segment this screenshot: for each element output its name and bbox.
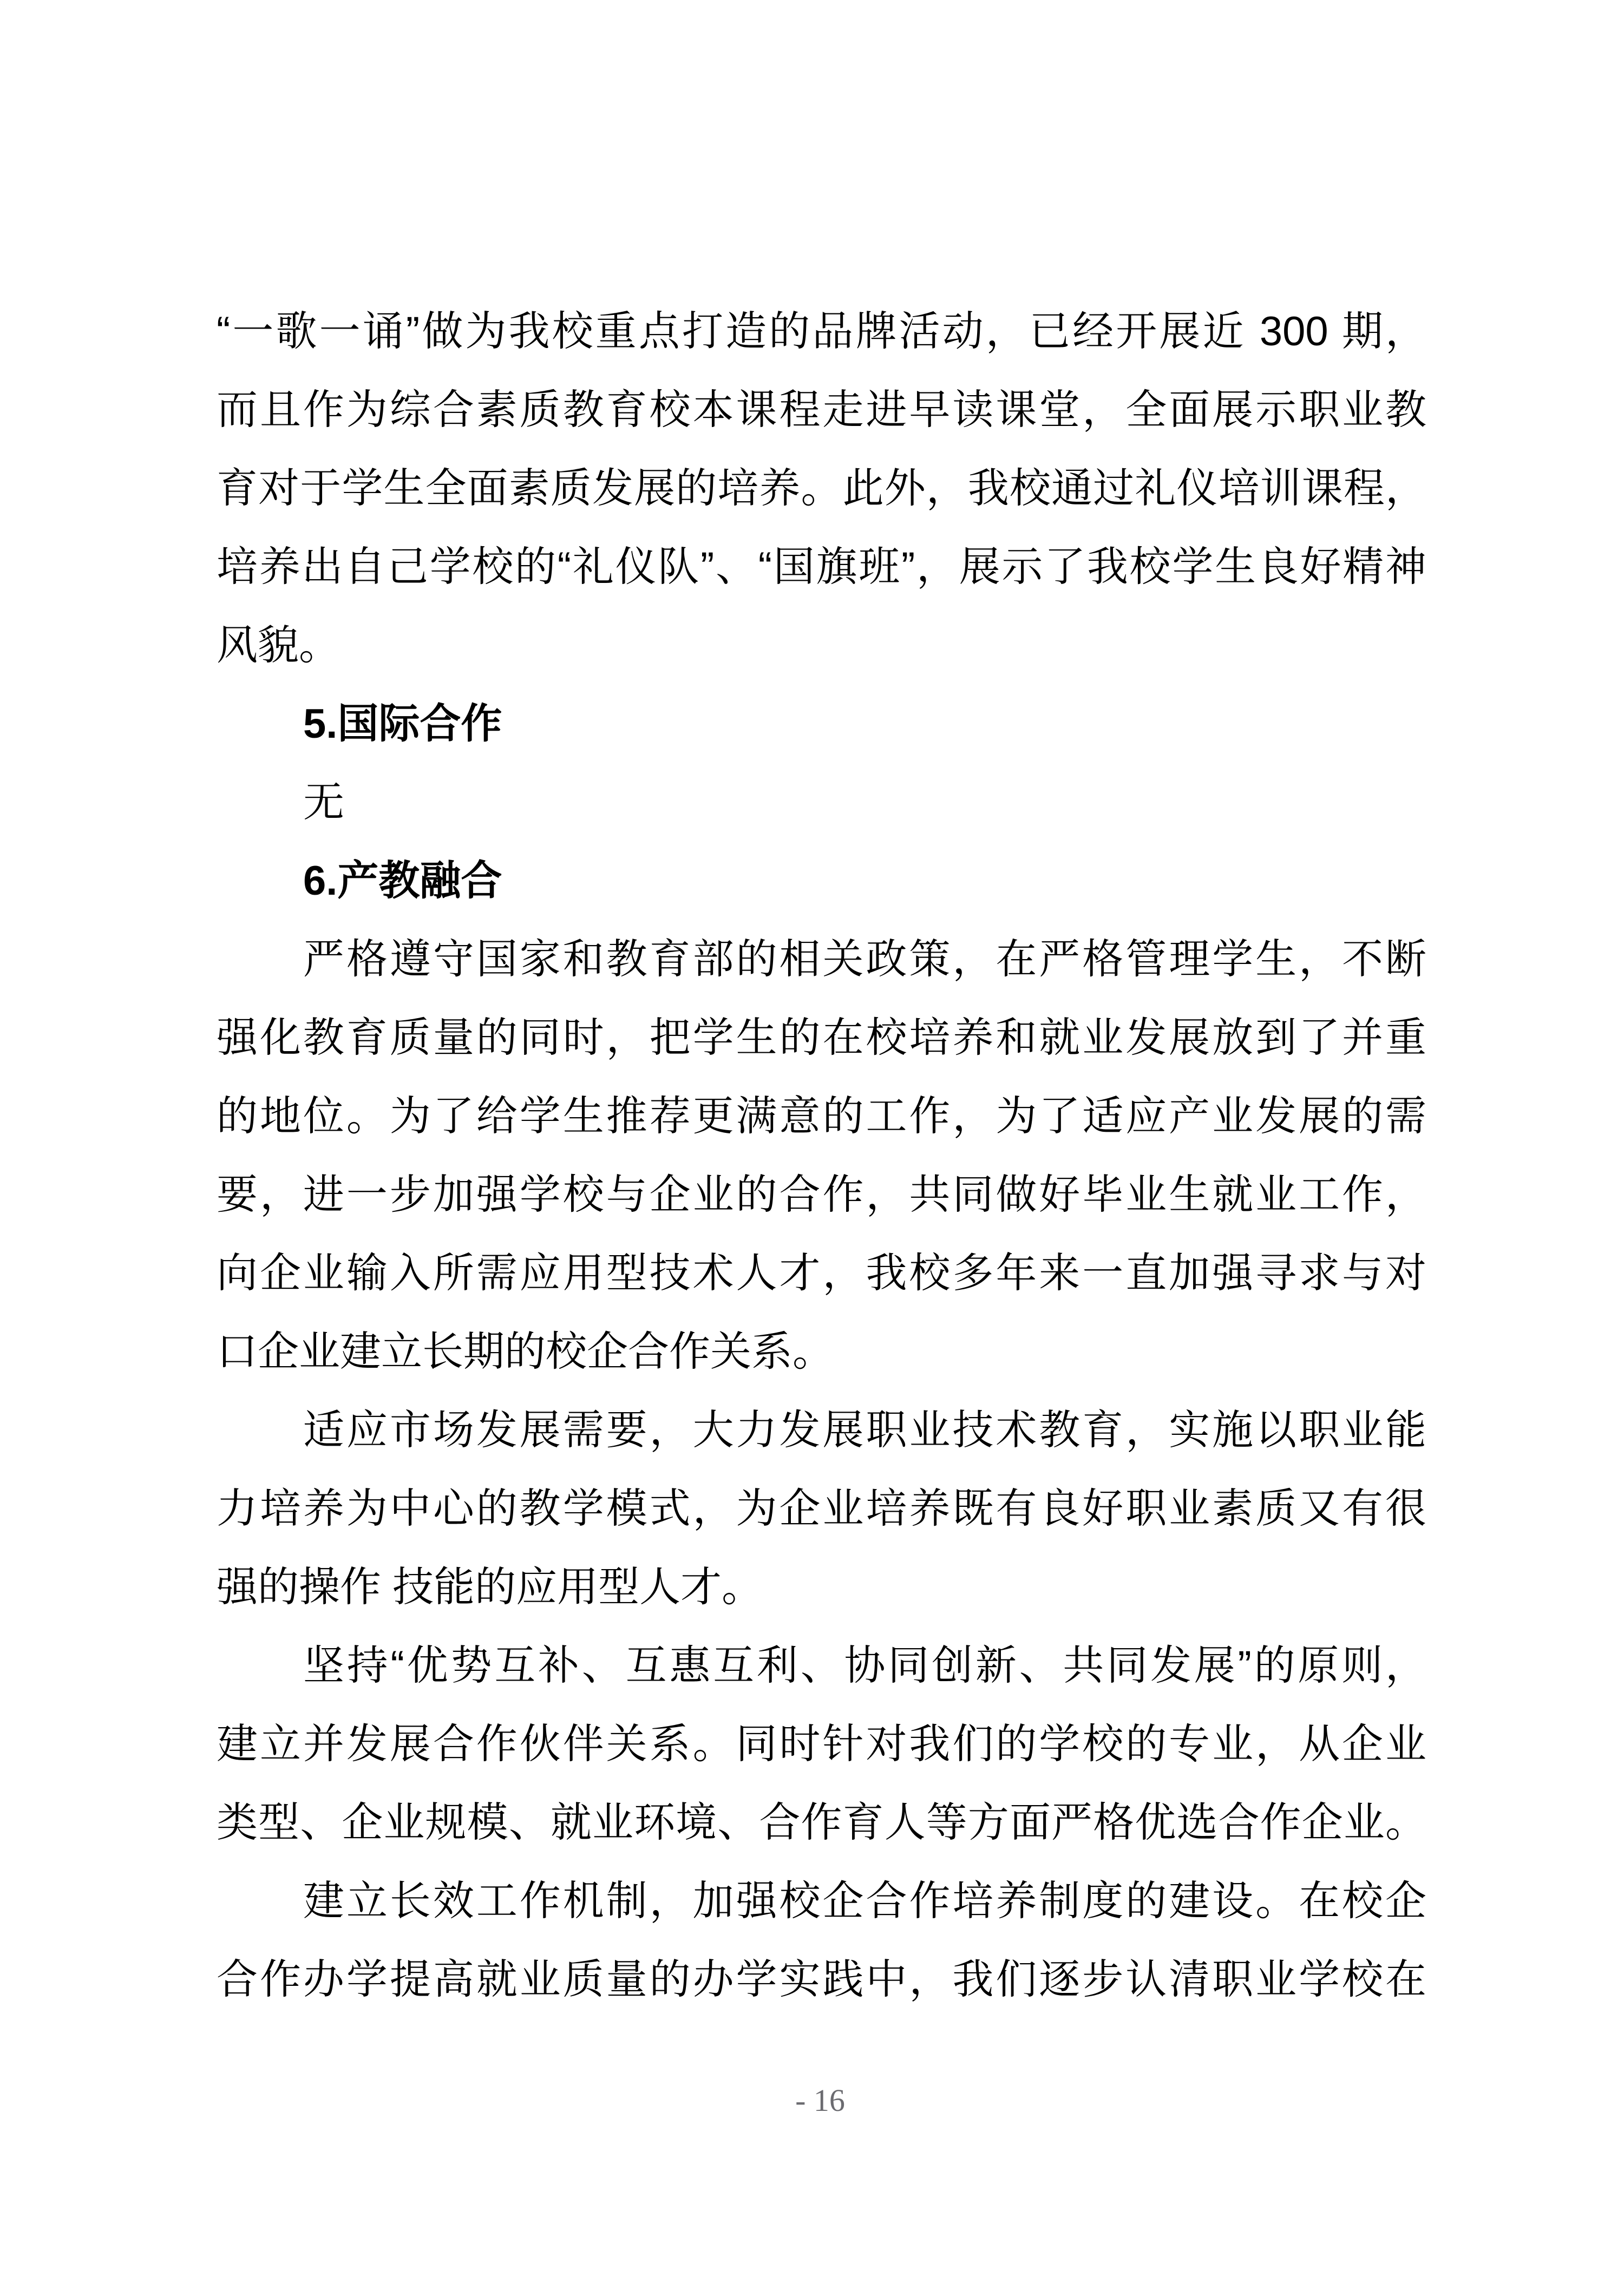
text-line: 建立并发展合作伙伴关系。同时针对我们的学校的专业，从企业: [217, 1721, 1426, 1767]
text-line: 风貌。: [217, 622, 340, 668]
text-line: 强的操作 技能的应用型人才。: [217, 1564, 763, 1610]
text-line: 合作办学提高就业质量的办学实践中，我们逐步认清职业学校在: [217, 1957, 1426, 2003]
document-body: [217, 292, 1426, 2019]
text-line: 强化教育质量的同时，把学生的在校培养和就业发展放到了并重: [217, 1015, 1426, 1061]
text-line: 育对于学生全面素质发展的培养。此外，我校通过礼仪培训课程，: [217, 465, 1426, 511]
text-line: 的地位。为了给学生推荐更满意的工作，为了适应产业发展的需: [217, 1093, 1426, 1139]
text-line: 向企业输入所需应用型技术人才，我校多年来一直加强寻求与对: [217, 1250, 1426, 1296]
text-line: 而且作为综合素质教育校本课程走进早读课堂，全面展示职业教: [217, 387, 1426, 433]
section-heading-international-cooperation: 5.国际合作: [303, 701, 502, 747]
text-line: 培养出自己学校的“礼仪队”、“国旗班”，展示了我校学生良好精神: [217, 544, 1426, 590]
text-line: “一歌一诵”做为我校重点打造的品牌活动，已经开展近 300 期，: [217, 309, 1426, 355]
text-line-none: 无: [303, 779, 344, 825]
text-line: 力培养为中心的教学模式，为企业培养既有良好职业素质又有很: [217, 1486, 1426, 1532]
text-line: 类型、企业规模、就业环境、合作育人等方面严格优选合作企业。: [217, 1800, 1426, 1846]
section-heading-industry-education-integration: 6.产教融合: [303, 858, 502, 904]
text-line: 要，进一步加强学校与企业的合作，共同做好毕业生就业工作，: [217, 1172, 1426, 1218]
page-number: - 16: [795, 2083, 845, 2118]
text-line: 口企业建立长期的校企合作关系。: [217, 1329, 834, 1375]
text-line: 建立长效工作机制，加强校企合作培养制度的建设。在校企: [303, 1878, 1426, 1924]
text-line: 严格遵守国家和教育部的相关政策，在严格管理学生，不断: [303, 936, 1426, 982]
text-line: 坚持“优势互补、互惠互利、协同创新、共同发展”的原则，: [303, 1643, 1426, 1689]
text-line: 适应市场发展需要，大力发展职业技术教育，实施以职业能: [303, 1407, 1426, 1453]
